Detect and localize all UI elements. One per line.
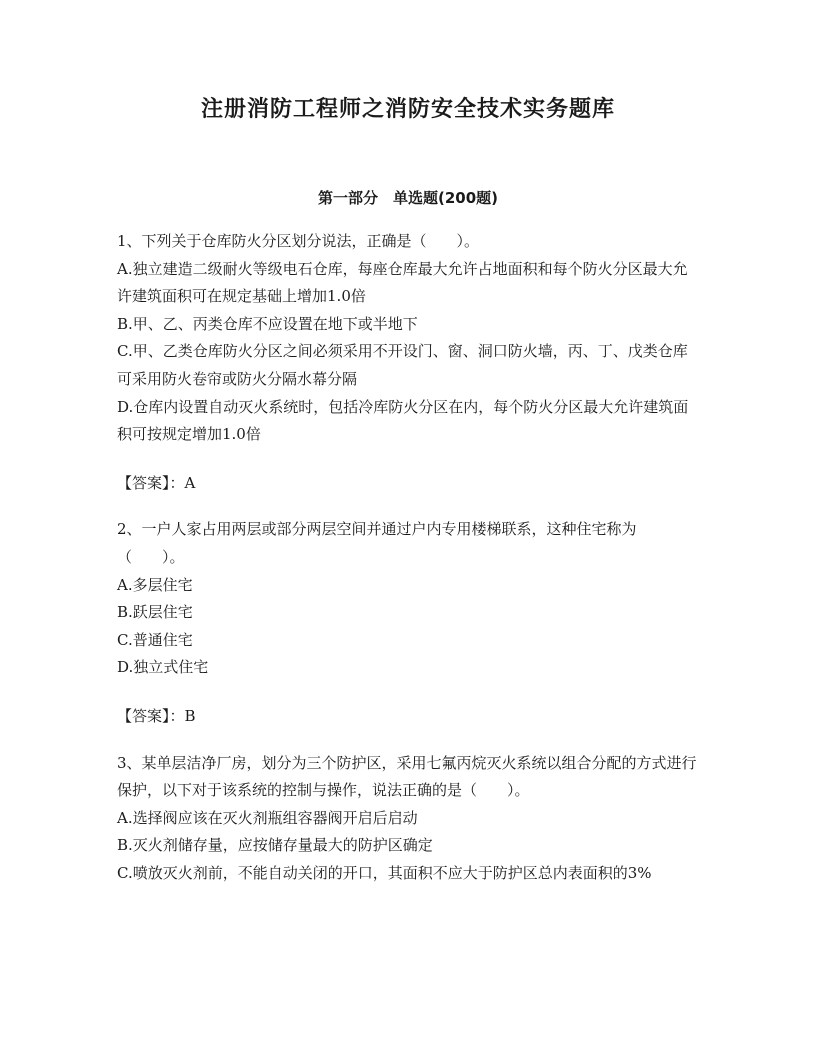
question-1 xyxy=(117,228,697,497)
option-d: D.仓库内设置自动灭火系统时，包括冷库防火分区在内，每个防火分区最大允许建筑面积可按规定增加1.0倍 xyxy=(117,397,689,444)
answer-line: 【答案】：A xyxy=(117,473,196,492)
option-b: B.甲、乙、丙类仓库不应设置在地下或半地下 xyxy=(117,314,418,333)
option-b: B.跃层住宅 xyxy=(117,603,193,622)
option-b: B.灭火剂储存量，应按储存量最大的防护区确定 xyxy=(117,836,433,855)
option-a: A.多层住宅 xyxy=(117,575,193,594)
option-c: C.喷放灭火剂前，不能自动关闭的开口，其面积不应大于防护区总内表面积的3% xyxy=(117,863,652,882)
answer-line: 【答案】：B xyxy=(117,706,196,725)
question-2 xyxy=(117,516,697,730)
question-stem: 1、下列关于仓库防火分区划分说法，正确是（ ）。 xyxy=(117,232,480,250)
document-title: 注册消防工程师之消防安全技术实务题库 xyxy=(200,97,615,122)
option-d: D.独立式住宅 xyxy=(117,658,209,677)
option-a: A.独立建造二级耐火等级电石仓库，每座仓库最大允许占地面积和每个防火分区最大允许建筑面积可在规定基础上增加1.0倍 xyxy=(117,259,688,306)
question-stem: 3、某单层洁净厂房，划分为三个防护区，采用七氟丙烷灭火系统以组合分配的方式进行保护，以下对于该系统的控制与操作，说法正确的是（ ）。 xyxy=(117,753,697,800)
option-c: C.甲、乙类仓库防火分区之间必须采用不开设门、窗、洞口防火墙，丙、丁、戊类仓库可采用防火卷帘或防火分隔水幕分隔 xyxy=(117,342,688,388)
question-stem: 2、一户人家占用两层或部分两层空间并通过户内专用楼梯联系，这种住宅称为（ ）。 xyxy=(117,520,637,566)
question-3 xyxy=(117,750,697,888)
option-a: A.选择阀应该在灭火剂瓶组容器阀开启后启动 xyxy=(117,808,418,827)
question-list xyxy=(117,228,697,887)
section-title: 第一部分 单选题(200题) xyxy=(317,189,499,207)
option-c: C.普通住宅 xyxy=(117,630,193,649)
